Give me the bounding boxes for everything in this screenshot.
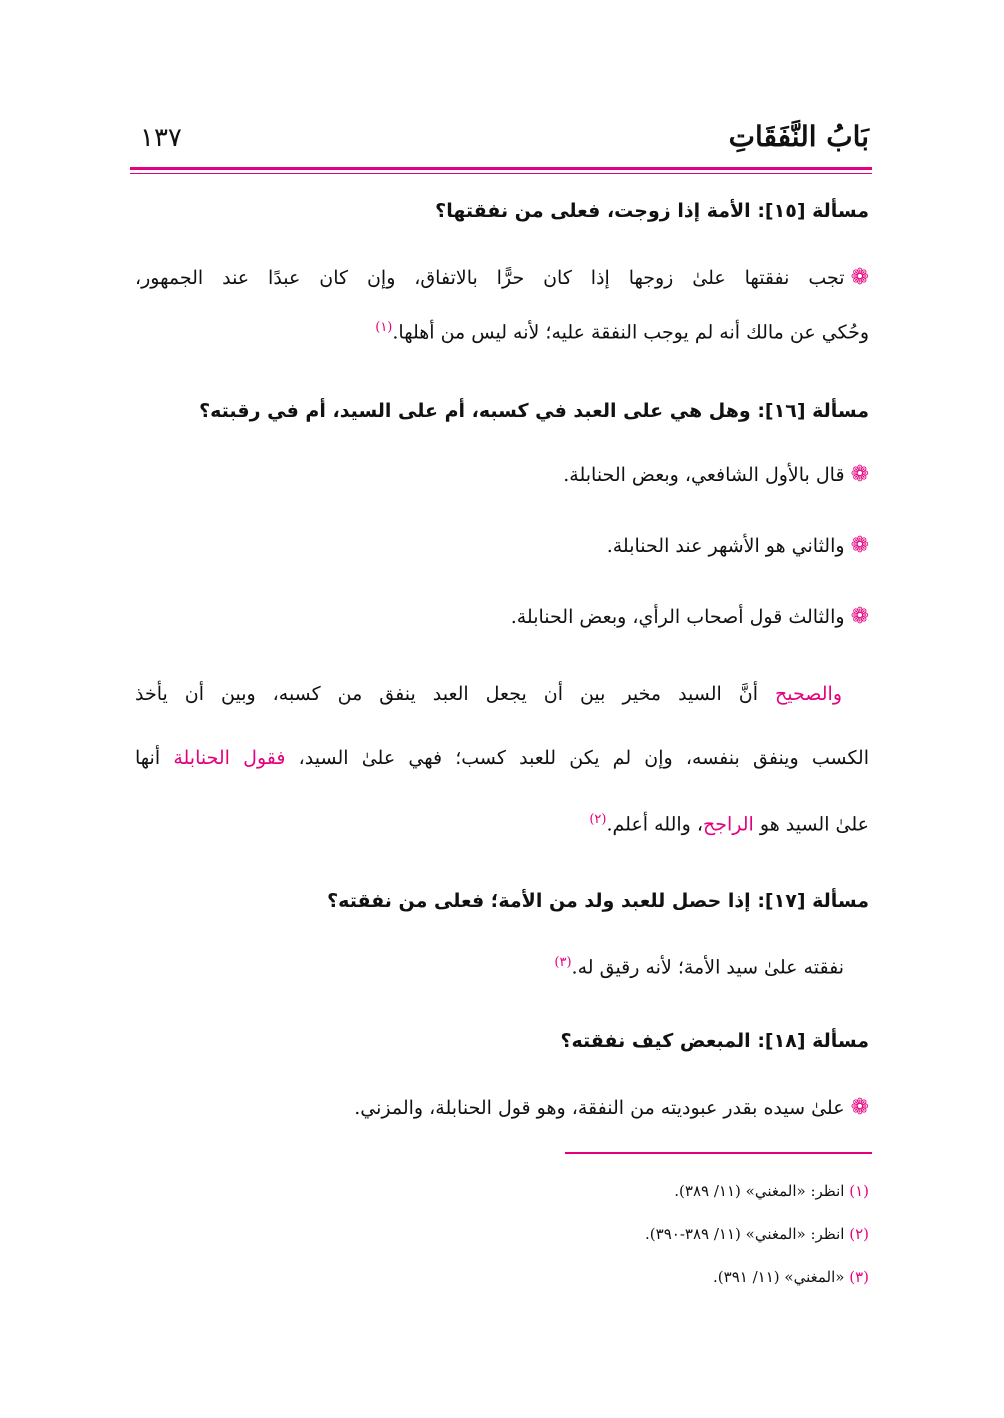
flower-bullet-icon: ❁ bbox=[850, 462, 869, 487]
footnote-number: (١) bbox=[849, 1182, 869, 1200]
flower-bullet-icon: ❁ bbox=[850, 533, 869, 558]
option-text: قال بالأول الشافعي، وبعض الحنابلة. bbox=[563, 464, 845, 486]
question-label: مسألة [١٧]: bbox=[757, 890, 869, 912]
question-15 bbox=[435, 200, 869, 222]
flower-bullet-icon: ❁ bbox=[850, 1095, 869, 1120]
footnote-separator bbox=[565, 1152, 872, 1154]
question-16 bbox=[199, 400, 869, 422]
answer-15-line-1 bbox=[135, 265, 869, 290]
footnote-ref-3[interactable]: (٣) bbox=[554, 955, 572, 970]
footnote-text: انظر: «المغني» (١١/ ٣٨٩-٣٩٠). bbox=[645, 1225, 845, 1243]
answer-text: تجب نفقتها علىٰ زوجها إذا كان حرًّا بالاتفاق، وإن كان عبدًا عند الجمهور، bbox=[135, 267, 845, 289]
option-text: والثاني هو الأشهر عند الحنابلة. bbox=[606, 535, 845, 557]
header-rule-thin bbox=[130, 173, 872, 174]
question-label: مسألة [١٥]: bbox=[757, 200, 869, 222]
footnote-text: «المغني» (١١/ ٣٩١). bbox=[713, 1268, 845, 1286]
question-text: وهل هي على العبد في كسبه، أم على السيد، أم في رقبته؟ bbox=[199, 400, 751, 422]
highlight-rajih: الراجح bbox=[703, 813, 754, 836]
highlight-correct: والصحيح bbox=[775, 683, 842, 705]
footnote-ref-1[interactable]: (١) bbox=[375, 320, 393, 335]
chapter-title: بَابُ النَّفَقَاتِ bbox=[728, 120, 869, 153]
paragraph-line-1 bbox=[135, 683, 842, 705]
answer-17 bbox=[554, 955, 844, 978]
question-text: إذا حصل للعبد ولد من الأمة؛ فعلى من نفقته؟ bbox=[327, 890, 751, 912]
paragraph-text: ، والله أعلم. bbox=[606, 813, 703, 836]
paragraph-line-3 bbox=[589, 812, 869, 835]
question-17 bbox=[327, 890, 869, 912]
paragraph-text: الكسب وينفق بنفسه، وإن لم يكن للعبد كسب؛ فهي علىٰ السيد، bbox=[298, 747, 870, 769]
question-text: الأمة إذا زوجت، فعلى من نفقتها؟ bbox=[435, 200, 751, 222]
option-3 bbox=[511, 604, 869, 629]
paragraph-text: أنها bbox=[135, 747, 161, 769]
answer-text: وحُكي عن مالك أنه لم يوجب النفقة عليه؛ لأنه ليس من أهلها. bbox=[392, 321, 869, 344]
footnote-number: (٣) bbox=[849, 1268, 869, 1286]
question-label: مسألة [١٨]: bbox=[757, 1030, 869, 1052]
footnote-1 bbox=[674, 1182, 869, 1200]
flower-bullet-icon: ❁ bbox=[850, 265, 869, 290]
answer-18 bbox=[354, 1095, 869, 1120]
highlight-hanabila: فقول الحنابلة bbox=[173, 747, 286, 769]
footnote-2 bbox=[645, 1225, 869, 1243]
paragraph-line-2 bbox=[135, 747, 869, 769]
flower-bullet-icon: ❁ bbox=[850, 604, 869, 629]
question-label: مسألة [١٦]: bbox=[757, 400, 869, 422]
footnote-3 bbox=[713, 1268, 869, 1286]
answer-text: علىٰ سيده بقدر عبوديته من النفقة، وهو قول الحنابلة، والمزني. bbox=[354, 1097, 845, 1119]
answer-text: نفقته علىٰ سيد الأمة؛ لأنه رقيق له. bbox=[571, 956, 844, 979]
header-rule-thick bbox=[130, 167, 872, 170]
footnote-text: انظر: «المغني» (١١/ ٣٨٩). bbox=[674, 1182, 845, 1200]
footnote-ref-2[interactable]: (٢) bbox=[589, 812, 607, 827]
option-1 bbox=[563, 462, 869, 487]
option-2 bbox=[607, 533, 869, 558]
footnote-number: (٢) bbox=[849, 1225, 869, 1243]
option-text: والثالث قول أصحاب الرأي، وبعض الحنابلة. bbox=[510, 606, 845, 628]
page-number: ١٣٧ bbox=[140, 123, 182, 153]
paragraph-text: علىٰ السيد هو bbox=[759, 813, 869, 836]
question-18 bbox=[560, 1030, 869, 1052]
paragraph-text: أنَّ السيد مخير بين أن يجعل العبد ينفق من كسبه، وبين أن يأخذ bbox=[135, 683, 759, 705]
answer-15-line-2 bbox=[375, 320, 869, 343]
question-text: المبعض كيف نفقته؟ bbox=[560, 1030, 751, 1052]
